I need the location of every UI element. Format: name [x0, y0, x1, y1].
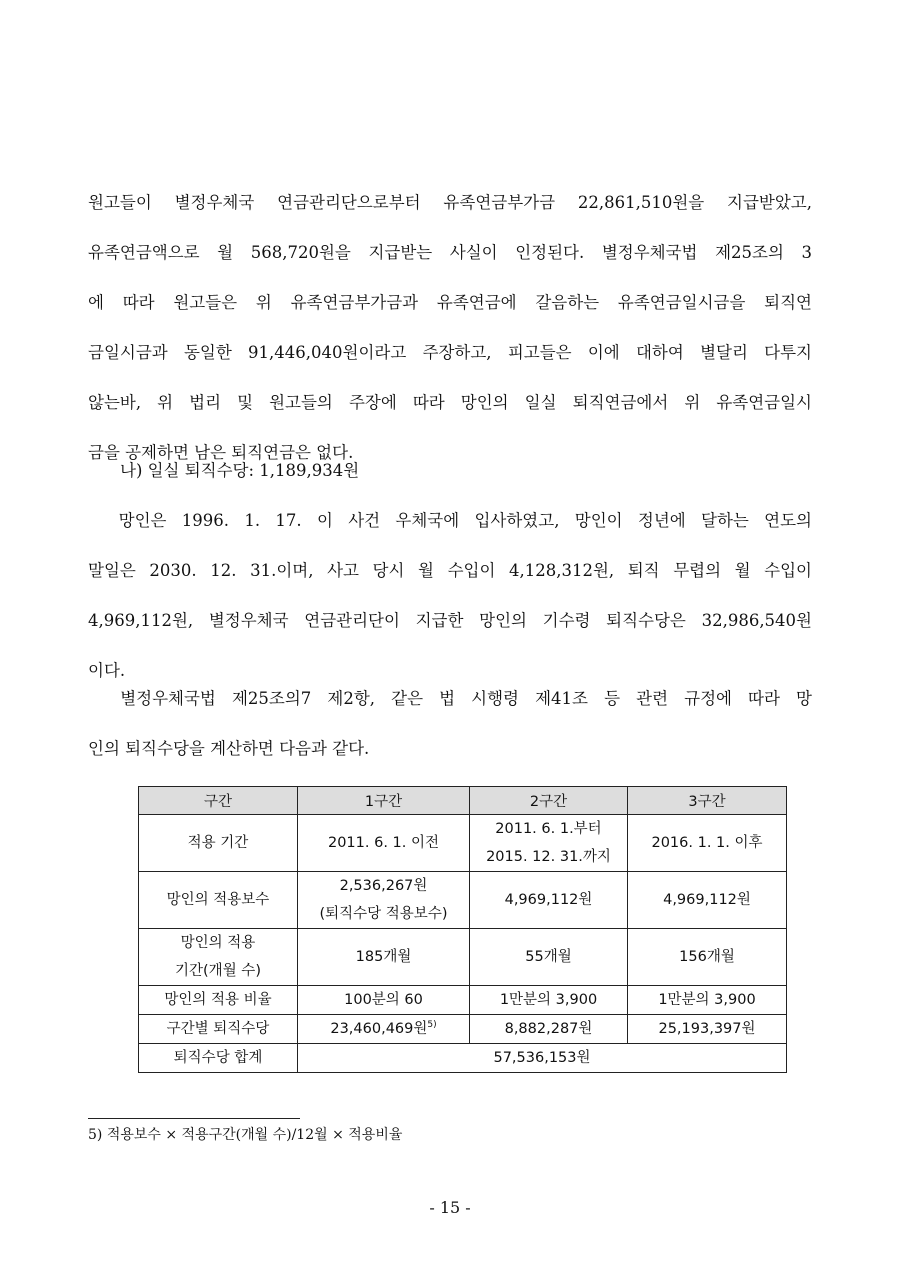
row-label — [139, 929, 298, 986]
cell-line: 망인의 적용 — [180, 935, 256, 951]
table-cell — [298, 1015, 470, 1044]
table-header-cell: 구간 — [139, 787, 298, 815]
table-cell: 1만분의 3,900 — [470, 986, 628, 1015]
footnote: 5) 적용보수 × 적용구간(개월 수)/12월 × 적용비율 — [88, 1127, 403, 1143]
table-cell: 185개월 — [298, 929, 470, 986]
section-heading — [120, 446, 820, 496]
cell-line: 2,536,267원 — [339, 878, 428, 894]
table-cell: 4,969,112원 — [470, 872, 628, 929]
paragraph-calculation-intro — [88, 674, 812, 774]
table-cell: 2011. 6. 1. 이전 — [298, 815, 470, 872]
text-line: 인의 퇴직수당을 계산하면 다음과 같다. — [88, 739, 370, 758]
text-line: 망인은 1996. 1. 17. 이 사건 우체국에 입사하였고, 망인이 정년에 달하는 연도의 — [88, 511, 812, 530]
table-row-period — [139, 815, 787, 872]
row-label: 망인의 적용 비율 — [139, 986, 298, 1015]
text-line: 4,969,112원, 별정우체국 연금관리단이 지급한 망인의 기수령 퇴직수당은 32,986,540원 — [88, 611, 812, 630]
table-row-salary — [139, 872, 787, 929]
cell-line: 기간(개월 수) — [175, 963, 261, 979]
table-cell: 55개월 — [470, 929, 628, 986]
heading-text: 나) 일실 퇴직수당: 1,189,934원 — [120, 461, 360, 480]
table-header-cell: 3구간 — [628, 787, 787, 815]
cell-line: (퇴직수당 적용보수) — [319, 906, 448, 922]
table-cell: 2016. 1. 1. 이후 — [628, 815, 787, 872]
allowance-table — [138, 786, 787, 1073]
table-cell: 4,969,112원 — [628, 872, 787, 929]
table-header-cell: 2구간 — [470, 787, 628, 815]
cell-value: 23,460,469원 — [330, 1021, 428, 1037]
table-cell: 100분의 60 — [298, 986, 470, 1015]
table-header-row — [139, 787, 787, 815]
table-row-total — [139, 1044, 787, 1073]
table-cell: 25,193,397원 — [628, 1015, 787, 1044]
footnote-reference[interactable]: 5) — [427, 1020, 437, 1031]
table-cell — [470, 815, 628, 872]
total-value-cell: 57,536,153원 — [298, 1044, 787, 1073]
table-cell: 1만분의 3,900 — [628, 986, 787, 1015]
text-line: 유족연금액으로 월 568,720원을 지급받는 사실이 인정된다. 별정우체국법 제25조의 3 — [88, 243, 812, 262]
table-cell — [298, 872, 470, 929]
paragraph-pension — [88, 178, 812, 478]
row-label: 망인의 적용보수 — [139, 872, 298, 929]
row-label: 퇴직수당 합계 — [139, 1044, 298, 1073]
row-label: 적용 기간 — [139, 815, 298, 872]
table-cell: 156개월 — [628, 929, 787, 986]
footnote-divider — [88, 1118, 300, 1119]
text-line: 말일은 2030. 12. 31.이며, 사고 당시 월 수입이 4,128,312원, 퇴직 무렵의 월 수입이 — [88, 561, 812, 580]
text-line: 이다. — [88, 661, 126, 680]
text-line: 않는바, 위 법리 및 원고들의 주장에 따라 망인의 일실 퇴직연금에서 위 유족연금일시 — [88, 393, 812, 412]
allowance-table-wrapper — [138, 786, 786, 1073]
text-line: 별정우체국법 제25조의7 제2항, 같은 법 시행령 제41조 등 관련 규정에 따라 망 — [88, 689, 812, 708]
text-line: 에 따라 원고들은 위 유족연금부가금과 유족연금에 갈음하는 유족연금일시금을 퇴직연 — [88, 293, 812, 312]
row-label: 구간별 퇴직수당 — [139, 1015, 298, 1044]
page-number: - 15 - — [429, 1198, 471, 1217]
table-row-allowance — [139, 1015, 787, 1044]
text-line: 원고들이 별정우체국 연금관리단으로부터 유족연금부가금 22,861,510원을 지급받았고, — [88, 193, 812, 212]
cell-line: 2015. 12. 31.까지 — [486, 849, 611, 865]
table-cell: 8,882,287원 — [470, 1015, 628, 1044]
cell-line: 2011. 6. 1.부터 — [495, 821, 602, 837]
table-row-months — [139, 929, 787, 986]
paragraph-deceased-info — [88, 496, 812, 696]
text-line: 금을 공제하면 남은 퇴직연금은 없다. — [88, 443, 354, 462]
text-line: 금일시금과 동일한 91,446,040원이라고 주장하고, 피고들은 이에 대하여 별달리 다투지 — [88, 343, 812, 362]
table-header-cell: 1구간 — [298, 787, 470, 815]
table-row-ratio — [139, 986, 787, 1015]
